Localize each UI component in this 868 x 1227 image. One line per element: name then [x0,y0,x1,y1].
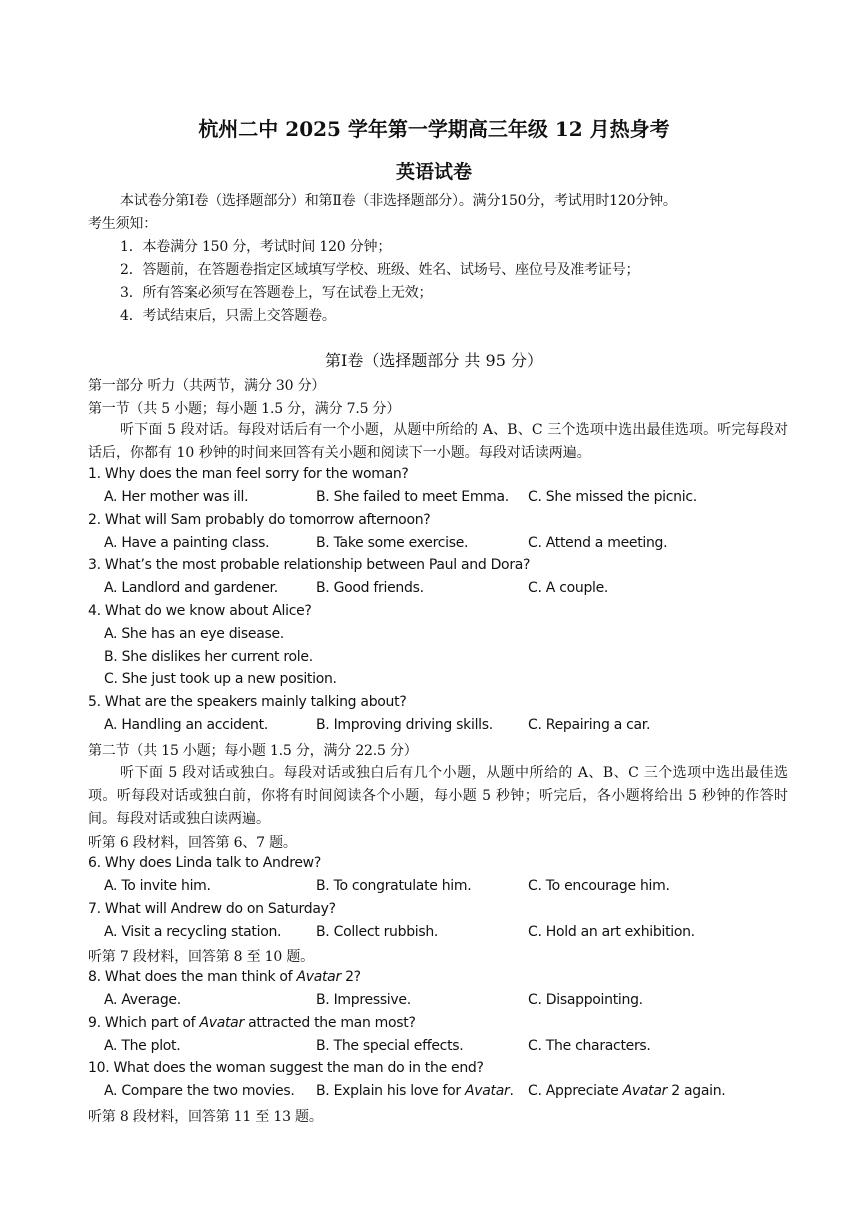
option-b: B. Collect rubbish. [316,924,439,940]
option-a: A. Compare the two movies. [104,1083,295,1099]
question-stem: 2. What will Sam probably do tomorrow afternoon? [88,512,431,528]
option-c: C. She missed the picnic. [528,489,697,505]
option-b: B. To congratulate him. [316,878,472,894]
option-a: A. Her mother was ill. [104,489,249,505]
option-b [316,1083,514,1099]
part-heading: 第一部分 听力（共两节，满分 30 分） [88,378,326,394]
subsection-instructions: 听下面 5 段对话。每段对话后有一个小题，从题中所给的 A、B、C 三个选项中选出最佳选项。听完每段对话后，你都有 10 秒钟的时间来回答有关小题和阅读下一小题。每段对话读两遍。 [88,422,788,461]
option-a: A. Handling an accident. [104,717,268,733]
option-c: C. The characters. [528,1038,651,1054]
movie-title: Avatar [296,969,341,985]
option-a: A. Visit a recycling station. [104,924,282,940]
option-text: B. Explain his love for [316,1083,466,1099]
material-note: 听第 7 段材料，回答第 8 至 10 题。 [88,949,314,965]
question-stem: 1. Why does the man feel sorry for the woman? [88,466,409,482]
option-b: B. Good friends. [316,580,424,596]
question-stem [88,1015,416,1031]
notice-item: 1．本卷满分 150 分，考试时间 120 分钟； [120,239,392,255]
question-stem: 6. Why does Linda talk to Andrew? [88,855,321,871]
option-text: 2 again. [667,1083,726,1099]
option-a: A. Landlord and gardener. [104,580,278,596]
question-stem: 4. What do we know about Alice? [88,603,312,619]
subsection-heading: 第一节（共 5 小题；每小题 1.5 分，满分 7.5 分） [88,401,401,417]
movie-title: Avatar [622,1083,668,1099]
question-stem-text: 8. What does the man think of [88,969,297,985]
option-c: C. Repairing a car. [528,717,651,733]
option-text: C. Appreciate [528,1083,623,1099]
subsection-heading: 第二节（共 15 小题；每小题 1.5 分，满分 22.5 分） [88,743,418,759]
exam-title: 杭州二中 2025 学年第一学期高三年级 12 月热身考 [198,117,670,141]
option-b: B. Impressive. [316,992,411,1008]
option-a: A. Have a painting class. [104,535,270,551]
option-a: A. The plot. [104,1038,181,1054]
option-c: C. Attend a meeting. [528,535,668,551]
option-b: B. She failed to meet Emma. [316,489,509,505]
option-c: C. Hold an art exhibition. [528,924,695,940]
movie-title: Avatar [465,1083,510,1099]
option-a: A. She has an eye disease. [104,626,284,642]
movie-title: Avatar [199,1015,244,1031]
question-stem: 7. What will Andrew do on Saturday? [88,901,336,917]
option-text: . [509,1083,514,1099]
option-c: C. Disappointing. [528,992,643,1008]
material-note: 听第 6 段材料，回答第 6、7 题。 [88,835,297,851]
question-stem: 5. What are the speakers mainly talking about? [88,694,407,710]
exam-subtitle: 英语试卷 [395,161,472,183]
question-stem [88,969,361,985]
intro-text: 本试卷分第Ⅰ卷（选择题部分）和第Ⅱ卷（非选择题部分）。满分150分，考试用时120分钟。 [120,193,677,209]
section-title: 第Ⅰ卷（选择题部分 共 95 分） [325,351,543,370]
question-stem: 3. What’s the most probable relationship between Paul and Dora? [88,557,531,573]
option-c: C. To encourage him. [528,878,670,894]
question-stem-text: attracted the man most? [243,1015,416,1031]
question-stem-text: 9. Which part of [88,1015,200,1031]
option-b: B. Take some exercise. [316,535,469,551]
option-c: C. A couple. [528,580,609,596]
question-stem-text: 2? [340,969,361,985]
subsection-instructions: 听下面 5 段对话或独白。每段对话或独白后有几个小题，从题中所给的 A、B、C 三个选项中选出最佳选项。听每段对话或独白前，你将有时间阅读各个小题，每小题 5 秒钟；听完后，各小题将给出 5 秒钟的作答时间。每段对话或独白读两遍。 [88,765,788,827]
option-a: A. Average. [104,992,181,1008]
notice-item: 4．考试结束后，只需上交答题卷。 [120,308,336,324]
option-a: A. To invite him. [104,878,211,894]
option-c [528,1083,725,1099]
option-b: B. She dislikes her current role. [104,649,313,665]
notice-item: 3．所有答案必须写在答题卷上，写在试卷上无效； [120,285,433,301]
notice-item: 2．答题前，在答题卷指定区域填写学校、班级、姓名、试场号、座位号及准考证号； [120,262,640,278]
option-c: C. She just took up a new position. [104,671,337,687]
option-b: B. Improving driving skills. [316,717,493,733]
material-note: 听第 8 段材料，回答第 11 至 13 题。 [88,1109,323,1125]
notice-heading: 考生须知： [88,216,157,232]
option-b: B. The special effects. [316,1038,464,1054]
question-stem: 10. What does the woman suggest the man do in the end? [88,1060,484,1076]
